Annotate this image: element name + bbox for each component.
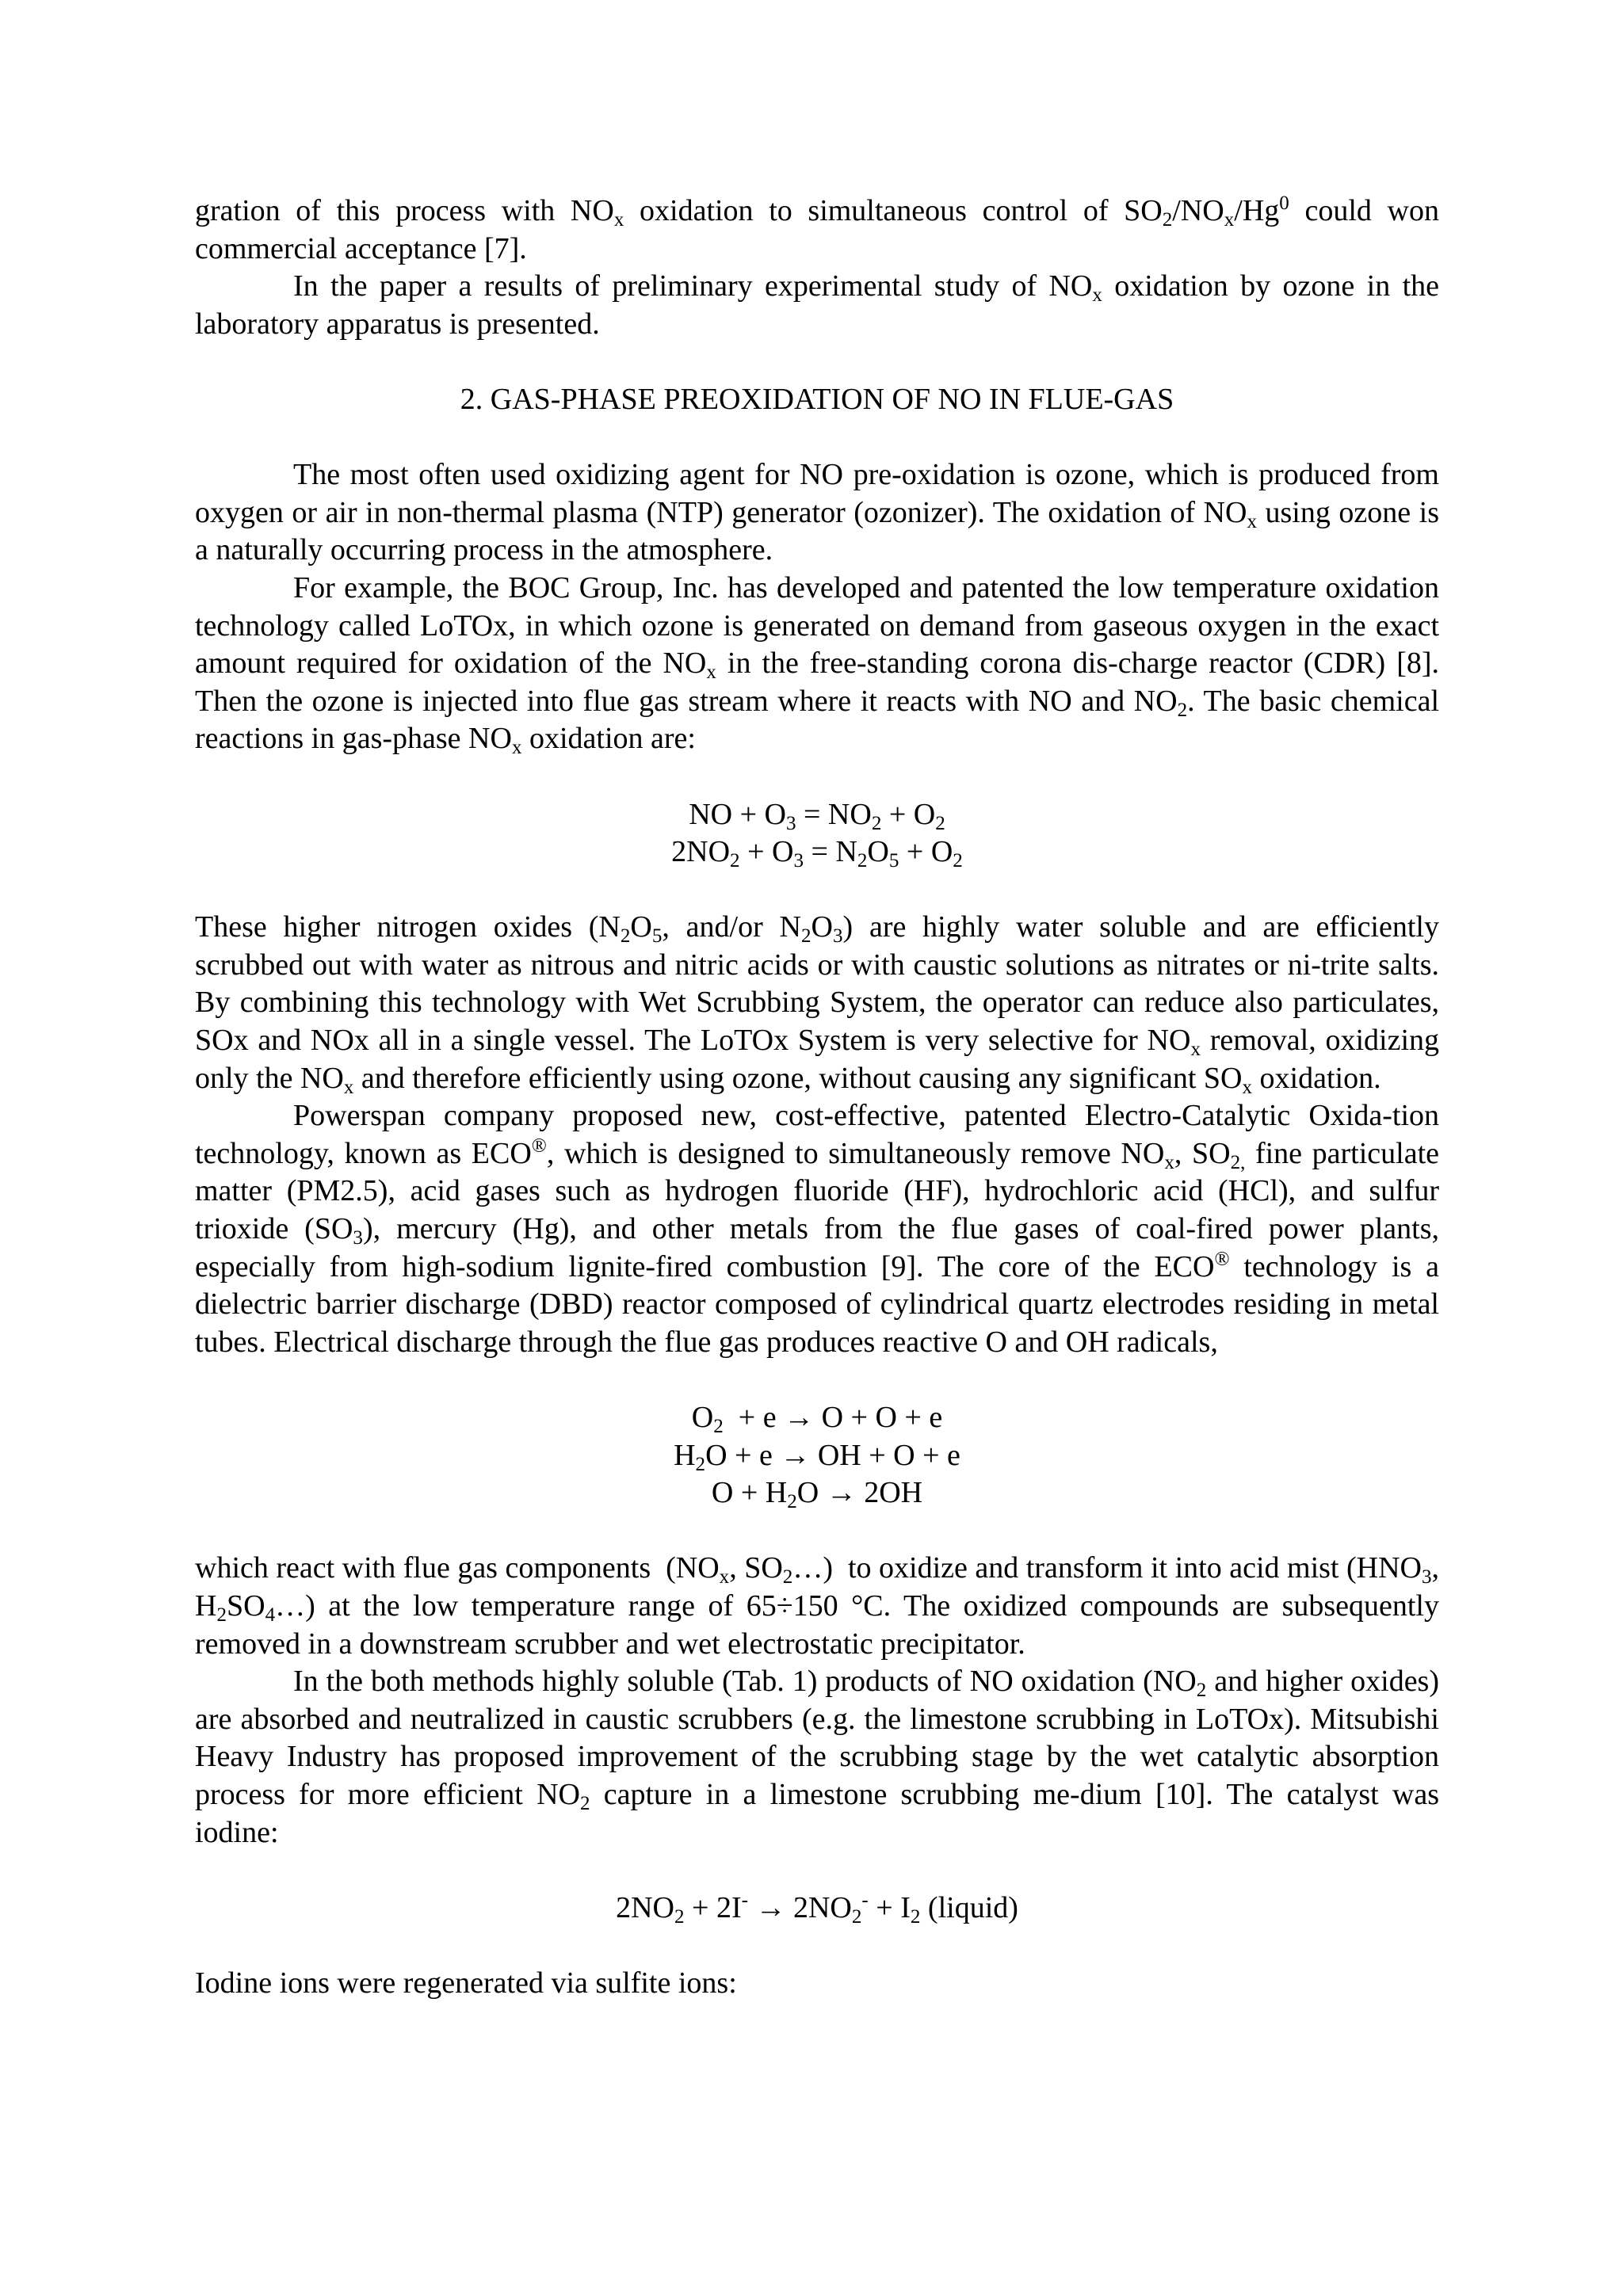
section-heading: 2. GAS-PHASE PREOXIDATION OF NO IN FLUE-GAS (460, 382, 1174, 416)
paragraph: Iodine ions were regenerated via sulfite ions: (195, 1966, 737, 2000)
text-column (195, 193, 1439, 2003)
paragraph: Powerspan company proposed new, cost-effective, patented Electro-Catalytic Oxida-tion technology, known as ECO®, which is designed to simultaneously remove NOx, SO2, fine particulate matter (PM2.5), acid gases such as hydrogen fluoride (HF), hydrochloric acid (HCl), and sulfur trioxide (SO3), mercury (Hg), and other metals from the flue gases of coal-fired power plants, especially from high-sodium lignite-fired combustion [9]. The core of the ECO® technology is a dielectric barrier discharge (DBD) reactor composed of cylindrical quartz electrodes residing in metal tubes. Electrical discharge through the flue gas produces reactive O and OH radicals, (195, 1099, 1440, 1359)
equation-line: 2NO2 + 2I- → 2NO2- + I2 (liquid) (616, 1889, 1018, 1928)
equation-line: O2 + e → O + O + e (691, 1401, 943, 1438)
equation-line: H2O + e → OH + O + e (674, 1438, 960, 1475)
paragraph: For example, the BOC Group, Inc. has developed and patented the low temperature oxidation technology called LoTOx, in which ozone is generated on demand from gaseous oxygen in the exact amount required for oxidation of the NOx in the free-standing corona dis-charge reactor (CDR) [8]. Then the ozone is injected into flue gas stream where it reacts with NO and NO2. The basic chemical reactions in gas-phase NOx oxidation are: (195, 570, 1440, 759)
paragraph: In the paper a results of preliminary experimental study of NOx oxidation by ozone in the laboratory apparatus is presented. (195, 269, 1439, 341)
equation-block (195, 1890, 1439, 1928)
equation-block (195, 796, 1439, 871)
equation-block (195, 1399, 1439, 1512)
paragraph: The most often used oxidizing agent for NO pre-oxidation is ozone, which is produced from oxygen or air in non-thermal plasma (NTP) generator (ozonizer). The oxidation of NOx using ozone is a naturally occurring process in the atmosphere. (195, 458, 1439, 567)
paragraph: gration of this process with NOx oxidation to simultaneous control of SO2/NOx/Hg$^0$ could won commercial acceptance [7]. (195, 193, 1439, 265)
equation-line: O + H2O → 2OH (711, 1476, 923, 1513)
paragraph: These higher nitrogen oxides (N2O5, and/or N2O3) are highly water soluble and are efficiently scrubbed out with water as nitrous and nitric acids or with caustic solutions as nitrates or ni-trite salts. By combining this technology with Wet Scrubbing System, the operator can reduce also particulates, SOx and NOx all in a single vessel. The LoTOx System is very selective for NOx removal, oxidizing only the NOx and therefore efficiently using ozone, without causing any significant SOx oxidation. (195, 910, 1440, 1098)
paragraph: which react with flue gas components (NOx, SO2…) to oxidize and transform it into acid mist (HNO3, H2SO4…) at the low temperature range of 65÷150 °C. The oxidized compounds are subsequently removed in a downstream scrubber and wet electrostatic precipitator. (195, 1551, 1439, 1661)
equation-line: 2NO2 + O3 = N2O5 + O2 (671, 835, 963, 872)
equation-line: NO + O3 = NO2 + O2 (689, 797, 945, 834)
paragraph: In the both methods highly soluble (Tab. 1) products of NO oxidation (NO2 and higher oxides) are absorbed and neutralized in caustic scrubbers (e.g. the limestone scrubbing in LoTOx). Mitsubishi Heavy Industry has proposed improvement of the scrubbing stage by the wet catalytic absorption process for more efficient NO2 capture in a limestone scrubbing me-dium [10]. The catalyst was iodine: (195, 1665, 1440, 1849)
